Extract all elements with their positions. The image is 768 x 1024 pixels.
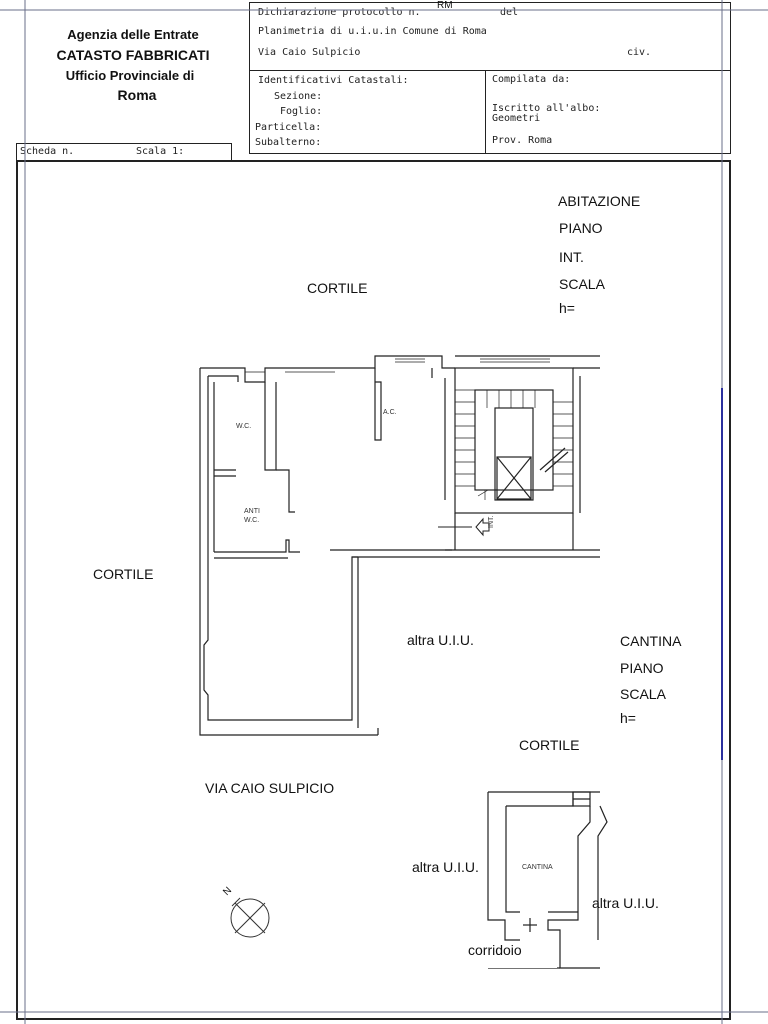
window-marks: [245, 359, 550, 372]
abitazione-int: INT.: [559, 249, 584, 265]
cantina-scala: SCALA: [620, 686, 666, 702]
ufficio-label: Ufficio Provinciale di: [65, 68, 195, 83]
label-cortile-top: CORTILE: [307, 280, 368, 296]
protocol-code: RM: [437, 0, 453, 11]
abitazione-piano: PIANO: [559, 220, 603, 236]
via-text: Via Caio Sulpicio: [258, 47, 361, 58]
city-name: Roma: [117, 87, 157, 103]
room-anti: ANTI: [244, 508, 260, 515]
room-cantina: CANTINA: [522, 864, 553, 871]
apartment-walls: [200, 356, 600, 735]
compass-icon: [231, 898, 269, 937]
planimetria-text: Planimetria di u.i.u.in Comune di Roma: [258, 26, 487, 37]
room-wc: W.C.: [236, 423, 252, 430]
del-label: del: [500, 7, 519, 18]
scala-label: Scala 1:: [136, 146, 185, 157]
iscritto-label: Iscritto all'albo:: [492, 103, 601, 114]
label-via-caio-sulpicio: VIA CAIO SULPICIO: [205, 780, 335, 796]
cantina-h: h=: [620, 710, 636, 726]
protocol-label: Dichiarazione protocollo n.: [258, 7, 421, 18]
compilata-label: Compilata da:: [492, 74, 571, 85]
scheda-label: Scheda n.: [20, 146, 75, 157]
subalterno-label: Subalterno:: [255, 137, 322, 148]
catasto-title: CATASTO FABBRICATI: [56, 47, 210, 63]
label-altra-uiu-left: altra U.I.U.: [412, 859, 479, 875]
particella-label: Particella:: [255, 122, 322, 133]
label-corridoio: corridoio: [468, 942, 522, 958]
label-altra-uiu-right: altra U.I.U.: [592, 895, 659, 911]
abitazione-h: h=: [559, 300, 575, 316]
abitazione-scala: SCALA: [559, 276, 605, 292]
geometri-label: Geometri: [492, 113, 541, 124]
room-anti-wc: W.C.: [244, 517, 260, 524]
compass-north-label: N: [221, 885, 235, 898]
cantina-piano: PIANO: [620, 660, 664, 676]
agency-name: Agenzia delle Entrate: [67, 27, 199, 42]
sezione-label: Sezione:: [274, 91, 323, 102]
entrance-arrow: [438, 515, 489, 540]
cantina-label: CANTINA: [620, 633, 682, 649]
civ-label: civ.: [627, 47, 652, 58]
foglio-label: Foglio:: [280, 106, 323, 117]
label-cortile-right: CORTILE: [519, 737, 580, 753]
room-ac: A.C.: [383, 409, 397, 416]
entrance-int: INT.: [488, 515, 495, 528]
abitazione-label: ABITAZIONE: [558, 193, 641, 209]
identificativi-label: Identificativi Catastali:: [258, 75, 409, 86]
label-altra-uiu-center: altra U.I.U.: [407, 632, 474, 648]
label-cortile-left: CORTILE: [93, 566, 154, 582]
stair-treads: [455, 390, 573, 500]
prov-label: Prov. Roma: [492, 135, 553, 146]
